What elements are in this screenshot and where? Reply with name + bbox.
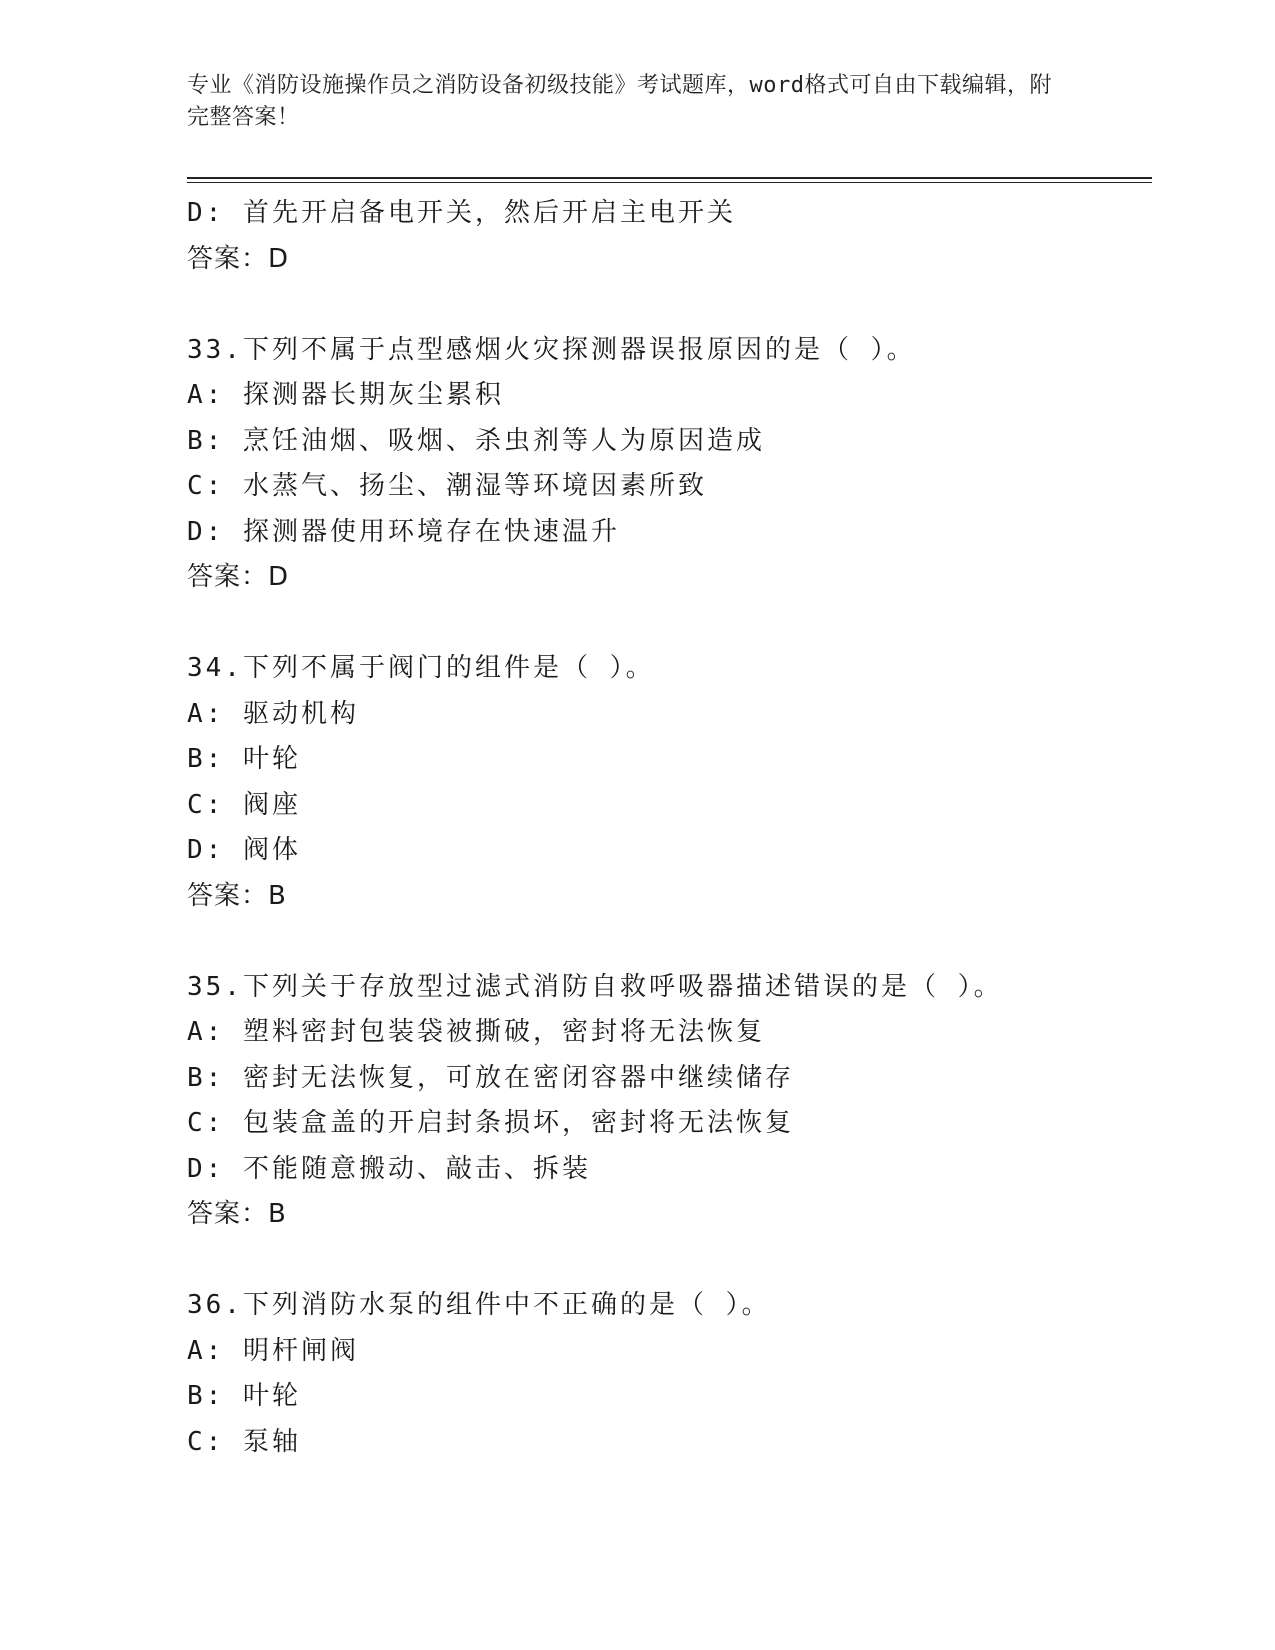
question-stem: 33.下列不属于点型感烟火灾探测器误报原因的是（ ）。 <box>187 334 916 365</box>
option-c: C: 水蒸气、扬尘、潮湿等环境因素所致 <box>187 471 707 501</box>
spacer <box>187 1238 1152 1284</box>
option-a: A: 探测器长期灰尘累积 <box>187 380 504 410</box>
answer-line: 答案：D <box>187 562 290 592</box>
option-c: C: 阀座 <box>187 789 301 820</box>
answer-line: 答案：D <box>187 243 290 274</box>
answer-line: 答案：B <box>187 880 287 911</box>
spacer <box>187 919 1152 965</box>
question-stem: 34.下列不属于阀门的组件是（ ）。 <box>187 653 655 683</box>
option-d: D: 阀体 <box>187 835 301 865</box>
option-a: A: 驱动机构 <box>187 698 359 729</box>
option-a: A: 塑料密封包装袋被撕破，密封将无法恢复 <box>187 1017 765 1047</box>
spacer <box>187 601 1152 647</box>
question-stem: 35.下列关于存放型过滤式消防自救呼吸器描述错误的是（ ）。 <box>187 971 1003 1002</box>
option-a: A: 明杆闸阀 <box>187 1335 359 1366</box>
header-divider-thick <box>187 177 1152 179</box>
option-b: B: 烹饪油烟、吸烟、杀虫剂等人为原因造成 <box>187 425 765 456</box>
option-b: B: 叶轮 <box>187 1381 301 1411</box>
option-d: D: 探测器使用环境存在快速温升 <box>187 516 620 547</box>
question-36 <box>187 1283 1152 1465</box>
question-content <box>187 191 1152 1465</box>
question-35 <box>187 965 1152 1238</box>
spacer <box>187 282 1152 328</box>
option-d: D: 不能随意搬动、敲击、拆装 <box>187 1153 591 1184</box>
option-b: B: 密封无法恢复，可放在密闭容器中继续储存 <box>187 1062 794 1093</box>
option-d: D: 首先开启备电开关，然后开启主电开关 <box>187 198 736 228</box>
header-divider-thin <box>187 182 1152 183</box>
option-c: C: 泵轴 <box>187 1426 301 1457</box>
option-b: B: 叶轮 <box>187 744 301 774</box>
page-header: 专业《消防设施操作员之消防设备初级技能》考试题库，word格式可自由下载编辑，附完整答案！ <box>187 73 1052 130</box>
question-stem: 36.下列消防水泵的组件中不正确的是（ ）。 <box>187 1290 771 1320</box>
question-33 <box>187 328 1152 601</box>
question-34 <box>187 646 1152 919</box>
answer-line: 答案：B <box>187 1199 287 1229</box>
option-c: C: 包装盒盖的开启封条损坏，密封将无法恢复 <box>187 1108 794 1138</box>
previous-question-tail <box>187 191 1152 282</box>
